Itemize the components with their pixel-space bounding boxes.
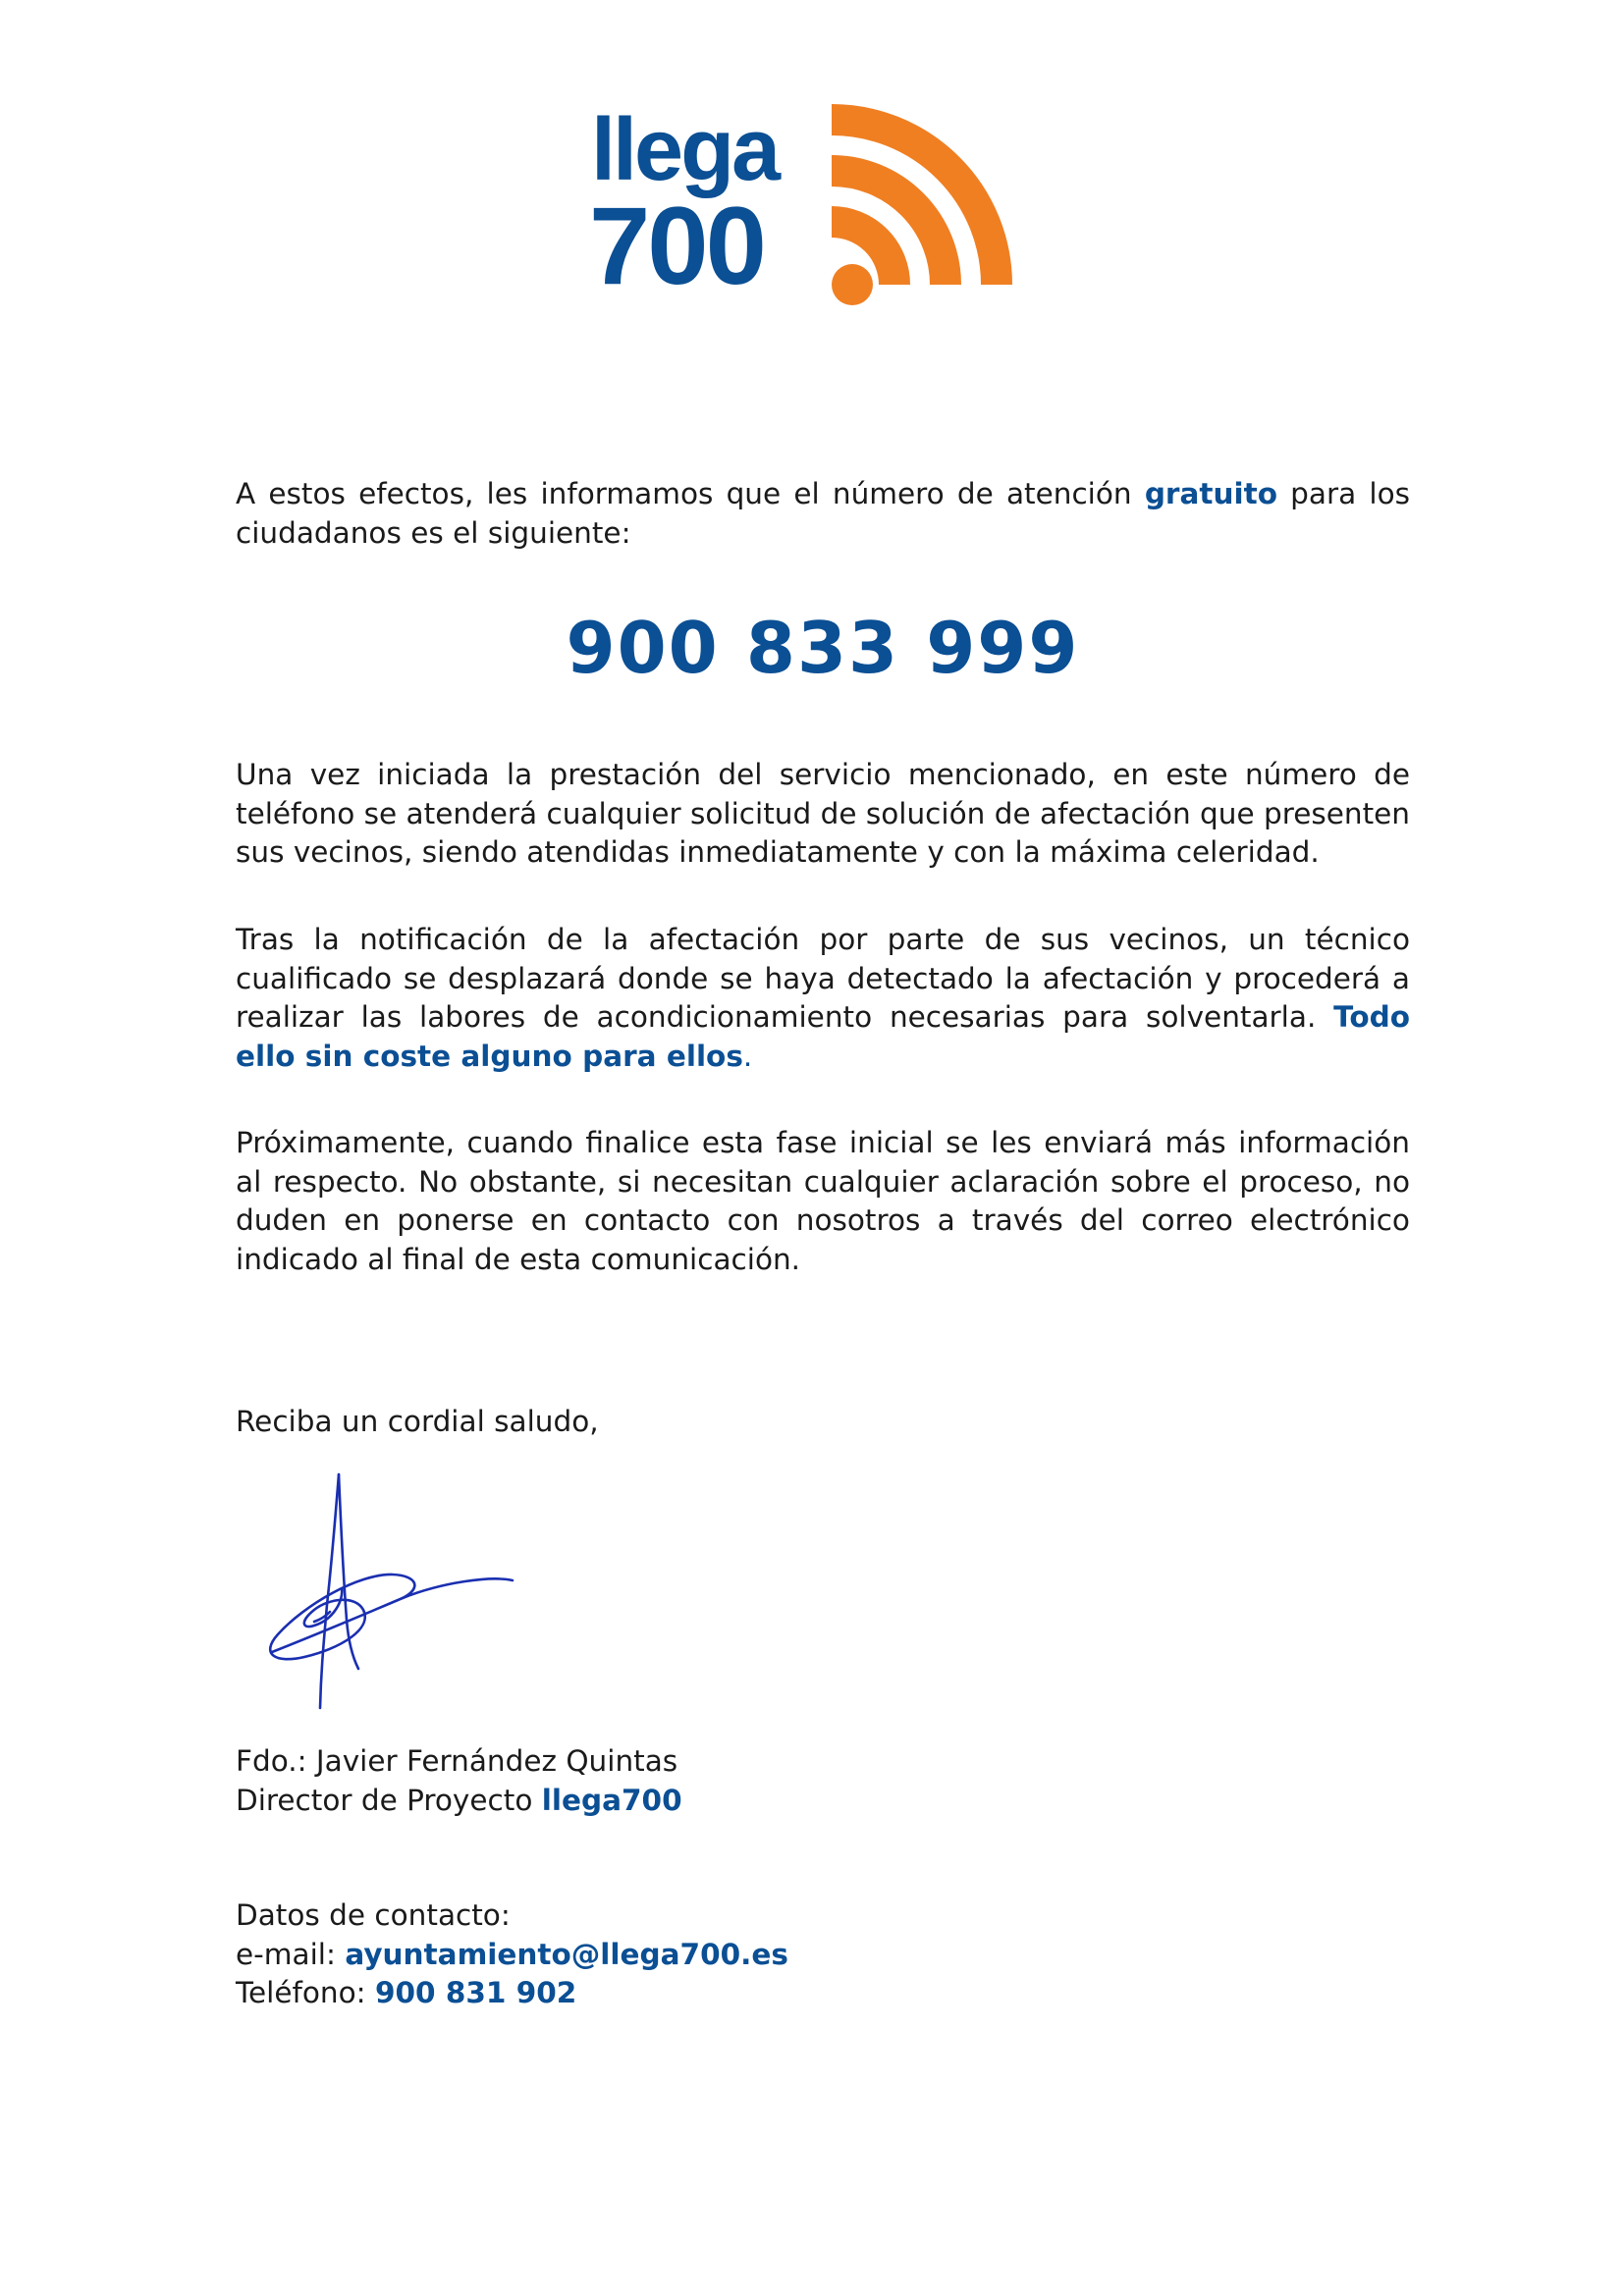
handwritten-signature — [245, 1472, 530, 1718]
contact-phone-number: 900 831 902 — [375, 1976, 577, 2009]
signal-waves-icon — [825, 96, 1051, 312]
technician-text: Tras la notificación de la afectación por parte de sus vecinos, un técnico cualificado se desplazará donde se haya detectado la afectación y procederá a realizar las labores de acondicionamiento necesarias para solventarla. — [236, 923, 1410, 1034]
no-cost-period: . — [742, 1039, 753, 1073]
contact-email-link[interactable]: ayuntamiento@llega700.es — [345, 1937, 788, 1971]
intro-paragraph — [236, 475, 1410, 553]
signatory-block — [236, 1742, 1410, 1820]
intro-text-start: A estos efectos, les informamos que el número de atención — [236, 477, 1145, 510]
free-phone-number: 900 833 999 — [566, 607, 1080, 689]
no-cost-highlight: Todo ello sin coste alguno para ellos — [236, 1000, 1410, 1073]
llega700-logo — [589, 88, 1051, 314]
closing-greeting: Reciba un cordial saludo, — [236, 1405, 599, 1438]
contact-email-line — [236, 1936, 1410, 1975]
email-label: e-mail: — [236, 1937, 346, 1971]
gratuito-highlight: gratuito — [1144, 477, 1277, 510]
signatory-role — [236, 1782, 1410, 1821]
contact-heading: Datos de contacto: — [236, 1898, 511, 1932]
contact-block — [236, 1896, 1410, 2013]
logo-text-llega: llega — [591, 101, 779, 199]
signatory-role-brand: llega700 — [541, 1783, 682, 1817]
phone-label: Teléfono: — [236, 1976, 375, 2009]
signatory-name: Fdo.: Javier Fernández Quintas — [236, 1744, 678, 1778]
service-paragraph: Una vez iniciada la prestación del servicio mencionado, en este número de teléfono se atenderá cualquier solicitud de solución de afectación que presenten sus vecinos, siendo atendidas inmediatamente y con la máxima celeridad. — [236, 758, 1410, 869]
logo-text-700: 700 — [589, 185, 764, 307]
signatory-role-text: Director de Proyecto — [236, 1783, 542, 1817]
contact-phone-line — [236, 1974, 1410, 2013]
next-steps-paragraph: Próximamente, cuando finalice esta fase inicial se les enviará más información al respecto. No obstante, si necesitan cualquier aclaración sobre el proceso, no duden en ponerse en contacto con nosotros a través del correo electrónico indicado al final de esta comunicación. — [236, 1126, 1410, 1276]
intro-text-end: para los ciudadanos es el siguiente: — [236, 477, 1410, 550]
technician-paragraph — [236, 921, 1410, 1076]
